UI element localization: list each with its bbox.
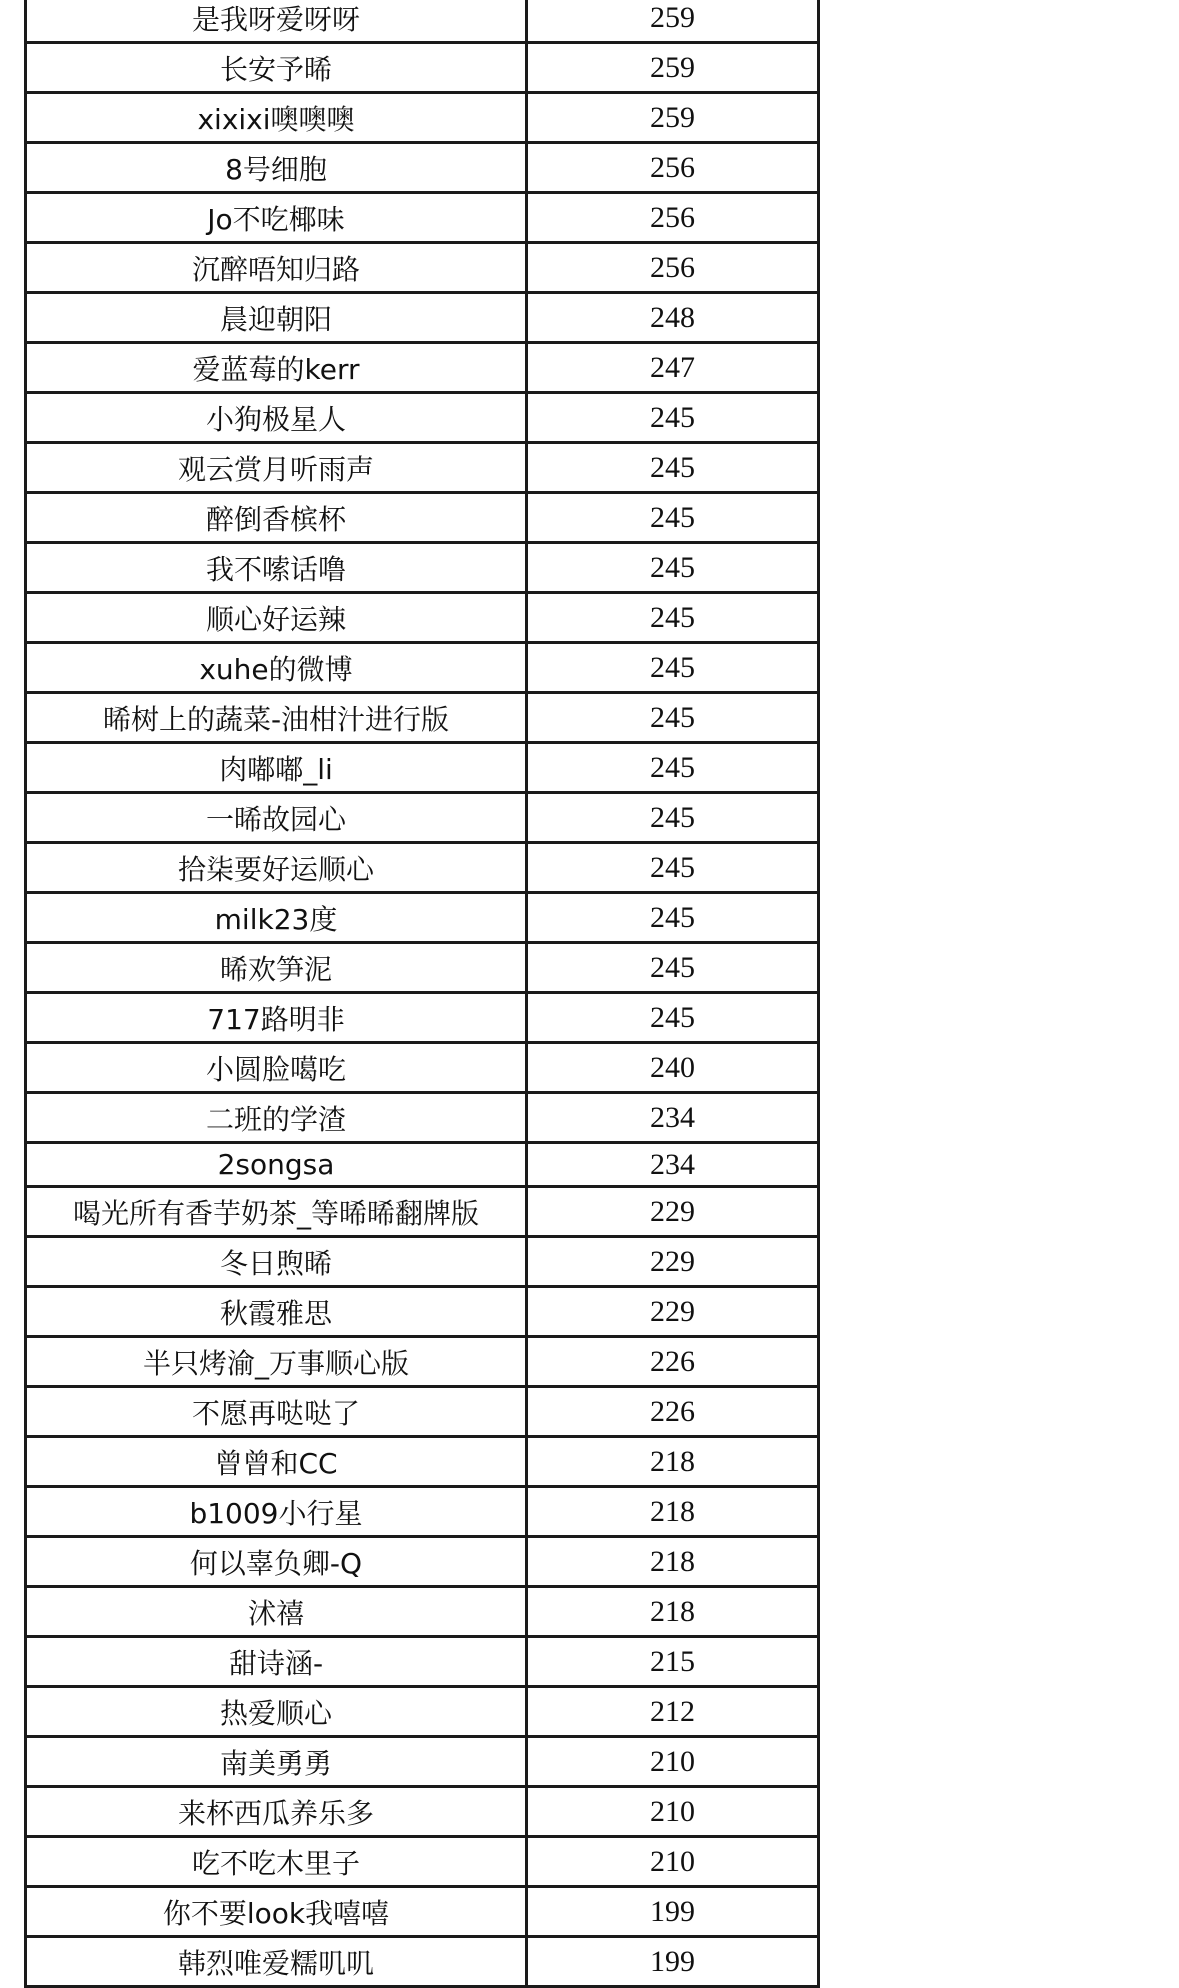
username-cell: 秋霞雅思 [24, 1288, 525, 1338]
table-row [24, 1188, 820, 1238]
username-cell: 半只烤渝_万事顺心版 [24, 1338, 525, 1388]
username-cell: 顺心好运辣 [24, 594, 525, 644]
score-cell: 229 [525, 1238, 820, 1288]
table-row [24, 1838, 820, 1888]
username-cell: 爱蓝莓的kerr [24, 344, 525, 394]
username-cell: 小圆脸噶吃 [24, 1044, 525, 1094]
table-row [24, 494, 820, 544]
username-cell: 热爱顺心 [24, 1688, 525, 1738]
score-cell: 215 [525, 1638, 820, 1688]
table-row [24, 1438, 820, 1488]
username-cell: 吃不吃木里子 [24, 1838, 525, 1888]
table-row [24, 1638, 820, 1688]
username-cell: b1009小行星 [24, 1488, 525, 1538]
username-cell: xixixi噢噢噢 [24, 94, 525, 144]
table-row [24, 194, 820, 244]
table-row [24, 794, 820, 844]
score-cell: 226 [525, 1388, 820, 1438]
score-cell: 199 [525, 1938, 820, 1988]
score-cell: 245 [525, 394, 820, 444]
score-cell: 240 [525, 1044, 820, 1094]
username-cell: 曾曾和CC [24, 1438, 525, 1488]
username-cell: Jo不吃椰味 [24, 194, 525, 244]
score-cell: 245 [525, 644, 820, 694]
table-row [24, 44, 820, 94]
username-cell: 沭禧 [24, 1588, 525, 1638]
table-row [24, 1538, 820, 1588]
score-cell: 245 [525, 494, 820, 544]
score-cell: 229 [525, 1288, 820, 1338]
score-cell: 245 [525, 944, 820, 994]
score-cell: 245 [525, 544, 820, 594]
score-cell: 259 [525, 0, 820, 44]
table-row [24, 1488, 820, 1538]
table-row [24, 0, 820, 44]
score-cell: 245 [525, 594, 820, 644]
username-cell: 8号细胞 [24, 144, 525, 194]
score-cell: 218 [525, 1488, 820, 1538]
username-cell: milk23度 [24, 894, 525, 944]
score-cell: 229 [525, 1188, 820, 1238]
username-cell: 冬日煦晞 [24, 1238, 525, 1288]
table-row [24, 1144, 820, 1188]
table-row [24, 544, 820, 594]
username-cell: 是我呀爱呀呀 [24, 0, 525, 44]
table-row [24, 1388, 820, 1438]
score-cell: 226 [525, 1338, 820, 1388]
score-cell: 256 [525, 194, 820, 244]
score-cell: 256 [525, 144, 820, 194]
username-cell: 小狗极星人 [24, 394, 525, 444]
username-cell: xuhe的微博 [24, 644, 525, 694]
table-row [24, 1238, 820, 1288]
score-cell: 210 [525, 1838, 820, 1888]
username-cell: 长安予晞 [24, 44, 525, 94]
score-cell: 245 [525, 694, 820, 744]
table-row [24, 1738, 820, 1788]
username-cell: 拾柒要好运顺心 [24, 844, 525, 894]
username-cell: 我不嗦话噜 [24, 544, 525, 594]
table-row [24, 994, 820, 1044]
score-cell: 210 [525, 1788, 820, 1838]
score-cell: 256 [525, 244, 820, 294]
username-cell: 二班的学渣 [24, 1094, 525, 1144]
table-row [24, 1288, 820, 1338]
score-cell: 245 [525, 844, 820, 894]
score-cell: 199 [525, 1888, 820, 1938]
score-cell: 234 [525, 1144, 820, 1188]
username-cell: 南美勇勇 [24, 1738, 525, 1788]
table-row [24, 894, 820, 944]
score-cell: 245 [525, 994, 820, 1044]
username-cell: 2songsa [24, 1144, 525, 1188]
table-row [24, 294, 820, 344]
table-row [24, 1338, 820, 1388]
table-row [24, 1094, 820, 1144]
table-row [24, 394, 820, 444]
table-row [24, 644, 820, 694]
score-cell: 218 [525, 1438, 820, 1488]
username-cell: 沉醉唔知归路 [24, 244, 525, 294]
table-row [24, 444, 820, 494]
score-cell: 259 [525, 44, 820, 94]
username-cell: 717路明非 [24, 994, 525, 1044]
score-cell: 245 [525, 744, 820, 794]
table-row [24, 94, 820, 144]
table-row [24, 1938, 820, 1988]
table-row [24, 844, 820, 894]
username-cell: 何以辜负卿-Q [24, 1538, 525, 1588]
username-cell: 晞欢笋泥 [24, 944, 525, 994]
username-cell: 肉嘟嘟_li [24, 744, 525, 794]
username-cell: 观云赏月听雨声 [24, 444, 525, 494]
table-row [24, 1688, 820, 1738]
username-cell: 甜诗涵- [24, 1638, 525, 1688]
username-cell: 喝光所有香芋奶茶_等晞晞翻牌版 [24, 1188, 525, 1238]
score-cell: 245 [525, 444, 820, 494]
score-cell: 245 [525, 894, 820, 944]
ranking-table [24, 0, 820, 1988]
table-row [24, 1044, 820, 1094]
score-cell: 245 [525, 794, 820, 844]
table-row [24, 1788, 820, 1838]
table-row [24, 944, 820, 994]
score-cell: 259 [525, 94, 820, 144]
table-row [24, 144, 820, 194]
username-cell: 你不要look我嘻嘻 [24, 1888, 525, 1938]
username-cell: 不愿再哒哒了 [24, 1388, 525, 1438]
username-cell: 晞树上的蔬菜-油柑汁进行版 [24, 694, 525, 744]
table-row [24, 1588, 820, 1638]
username-cell: 晨迎朝阳 [24, 294, 525, 344]
table-row [24, 694, 820, 744]
score-cell: 247 [525, 344, 820, 394]
score-cell: 218 [525, 1588, 820, 1638]
table-row [24, 1888, 820, 1938]
score-cell: 210 [525, 1738, 820, 1788]
username-cell: 来杯西瓜养乐多 [24, 1788, 525, 1838]
score-cell: 218 [525, 1538, 820, 1588]
username-cell: 一晞故园心 [24, 794, 525, 844]
score-cell: 234 [525, 1094, 820, 1144]
score-cell: 248 [525, 294, 820, 344]
username-cell: 醉倒香槟杯 [24, 494, 525, 544]
score-cell: 212 [525, 1688, 820, 1738]
table-row [24, 744, 820, 794]
username-cell: 韩烈唯爱糯叽叽 [24, 1938, 525, 1988]
table-row [24, 594, 820, 644]
table-row [24, 244, 820, 294]
table-row [24, 344, 820, 394]
